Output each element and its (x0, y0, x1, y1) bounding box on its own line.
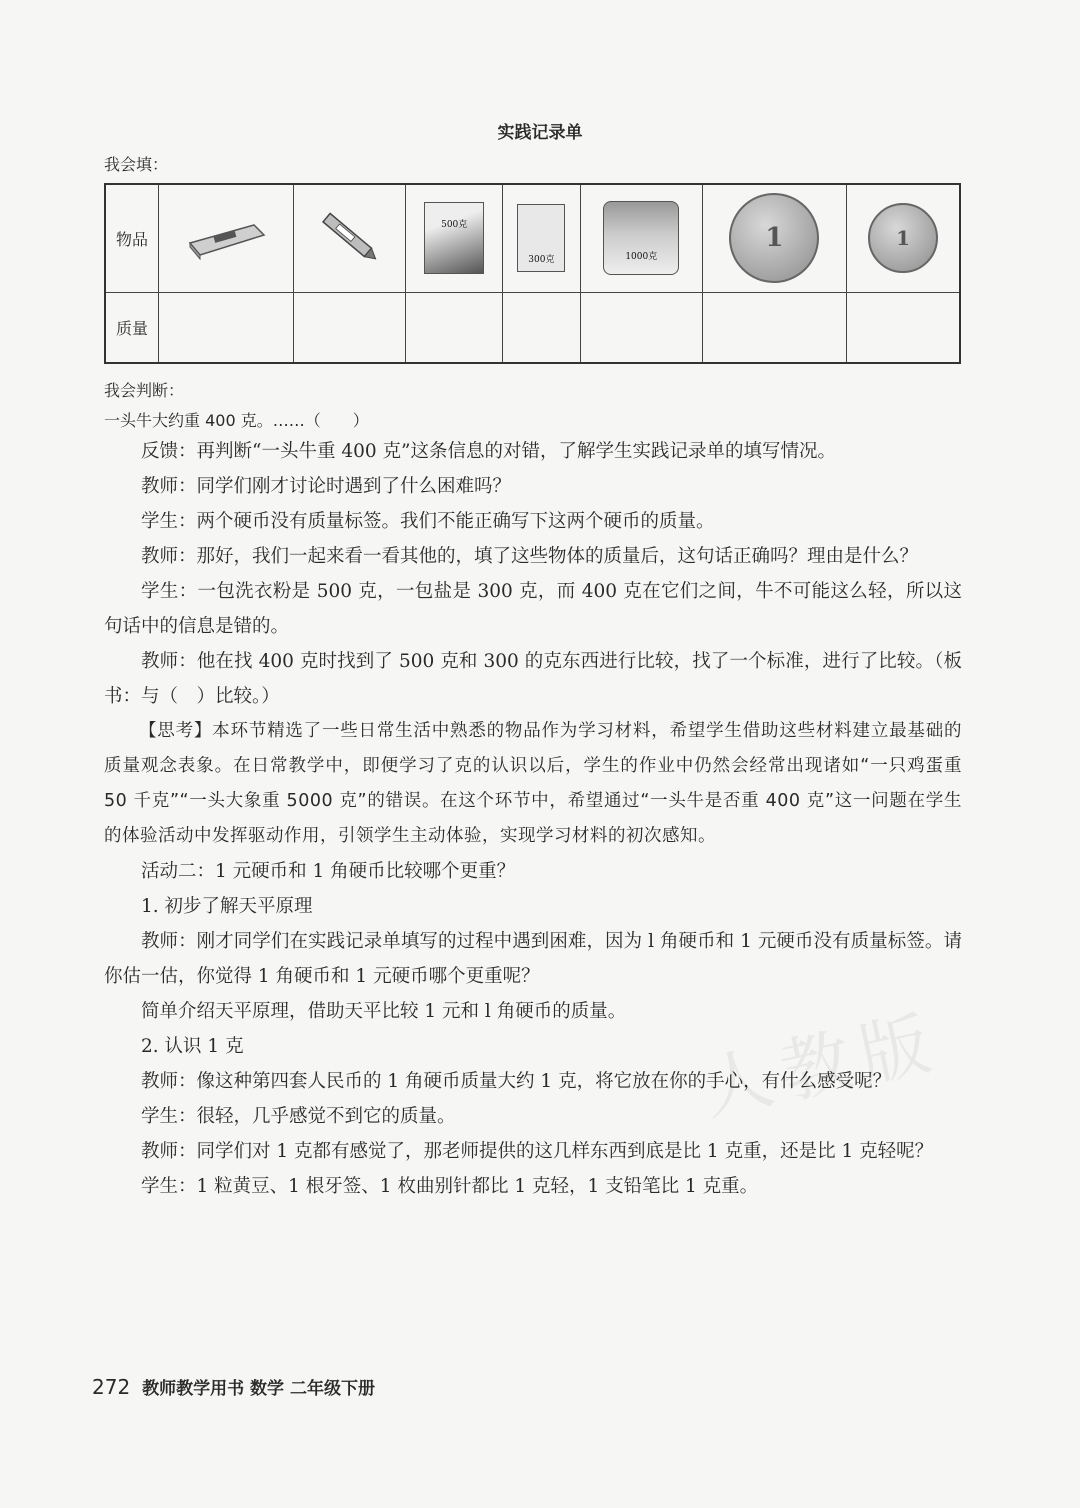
one-jiao-coin-icon: 1 (868, 203, 938, 273)
paragraph: 学生：一包洗衣粉是 500 克，一包盐是 300 克，而 400 克在它们之间，牛不可能这么轻，所以这句话中的信息是错的。 (104, 581, 962, 637)
item-one-yuan-coin (702, 184, 846, 292)
paragraph: 学生：1 粒黄豆、1 根牙签、1 枚曲别针都比 1 克轻，1 支铅笔比 1 克重。 (141, 1176, 759, 1197)
body-text (104, 434, 962, 1204)
judge-item: 一头牛大约重 400 克。……（ ） (104, 411, 369, 430)
record-table (104, 183, 961, 364)
item-rice (580, 184, 702, 292)
paragraph: 活动二：1 元硬币和 1 角硬币比较哪个更重？ (141, 861, 516, 882)
item-one-jiao-coin (847, 184, 960, 292)
paragraph: 教师：刚才同学们在实践记录单填写的过程中遇到困难，因为 l 角硬币和 1 元硬币没有质量标签。请你估一估，你觉得 1 角硬币和 1 元硬币哪个更重呢？ (104, 931, 962, 987)
page-title: 实践记录单 (497, 123, 583, 143)
mass-cell (580, 292, 702, 363)
paragraph: 教师：同学们刚才讨论时遇到了什么困难吗？ (141, 476, 512, 497)
section-heading: 2. 认识 1 克 (141, 1036, 244, 1057)
paragraph: 学生：两个硬币没有质量标签。我们不能正确写下这两个硬币的质量。 (141, 511, 715, 532)
items-row (105, 184, 960, 292)
pencil-icon (315, 203, 385, 273)
judge-label: 我会判断： (104, 381, 185, 400)
paragraph: 教师：同学们对 1 克都有感觉了，那老师提供的这几样东西到底是比 1 克重，还是比 1 克轻呢？ (141, 1141, 934, 1162)
mass-cell (293, 292, 406, 363)
mass-row (105, 292, 960, 363)
rice-bag: 1000克 (603, 201, 679, 275)
one-yuan-coin-icon: 1 (729, 193, 819, 283)
mass-cell (159, 292, 294, 363)
reflection-paragraph: 【思考】本环节精选了一些日常生活中熟悉的物品作为学习材料，希望学生借助这些材料建立最基础的质量观念表象。在日常教学中，即便学习了克的认识以后，学生的作业中仍然会经常出现诸如“一只鸡蛋重 50 千克”“一头大象重 5000 克”的错误。在这个环节中，希望通过“一头牛是否重 400 克”这一问题在学生的体验活动中发挥驱动作用，引领学生主动体验，实现学习材料的初次感知。 (104, 721, 962, 846)
paragraph: 教师：那好，我们一起来看一看其他的，填了这些物体的质量后，这句话正确吗？理由是什么？ (141, 546, 919, 567)
detergent-bag: 500克 (424, 202, 484, 274)
item-eraser (159, 184, 294, 292)
eraser-icon (184, 213, 268, 263)
paragraph: 教师：像这种第四套人民币的 1 角硬币质量大约 1 克，将它放在你的手心，有什么感受呢？ (141, 1071, 892, 1092)
item-detergent (406, 184, 503, 292)
row-label-mass: 质量 (105, 292, 159, 363)
mass-cell (406, 292, 503, 363)
mass-cell (702, 292, 846, 363)
section-heading: 1. 初步了解天平原理 (141, 896, 313, 917)
page-number: 272 (92, 1375, 131, 1399)
row-label-items: 物品 (105, 184, 159, 292)
item-salt (503, 184, 581, 292)
paragraph: 学生：很轻，几乎感觉不到它的质量。 (141, 1106, 456, 1127)
paragraph: 反馈：再判断“一头牛重 400 克”这条信息的对错，了解学生实践记录单的填写情况。 (141, 441, 836, 462)
mass-cell (847, 292, 960, 363)
paragraph: 教师：他在找 400 克时找到了 500 克和 300 的克东西进行比较，找了一个标准，进行了比较。（板书：与（ ）比较。） (104, 651, 962, 707)
fill-label: 我会填： (104, 155, 169, 174)
salt-bag: 300克 (517, 204, 565, 272)
page-footer (92, 1374, 375, 1399)
book-title: 教师教学用书 数学 二年级下册 (142, 1379, 375, 1399)
mass-cell (503, 292, 581, 363)
paragraph: 简单介绍天平原理，借助天平比较 1 元和 l 角硬币的质量。 (141, 1001, 627, 1022)
item-pencil (293, 184, 406, 292)
watermark: 人教版 (695, 1000, 948, 1131)
